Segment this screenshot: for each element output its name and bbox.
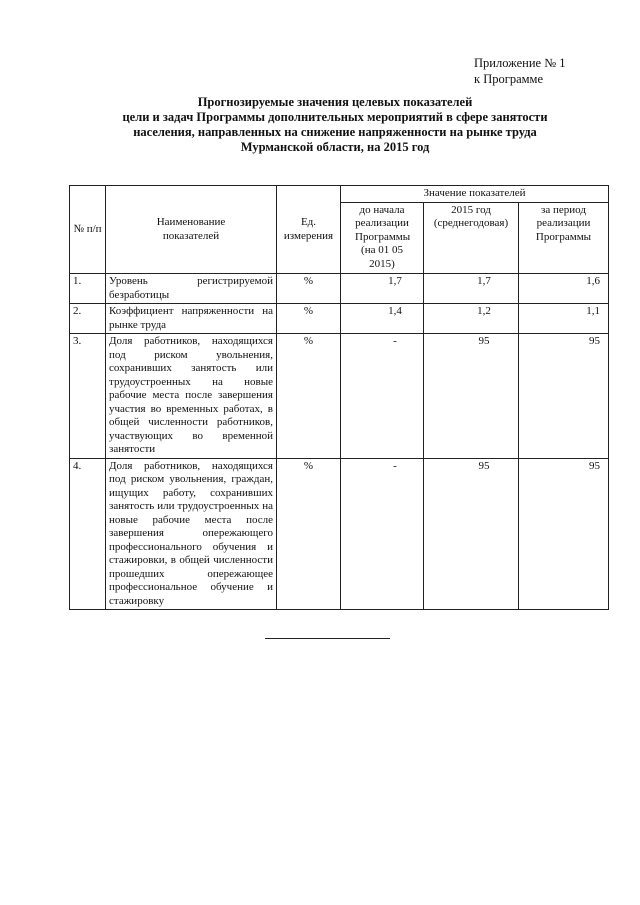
title-line-3: населения, направленных на снижение напряженности на рынке труда (133, 125, 537, 139)
row-year-value: 1,7 (477, 275, 491, 287)
appendix-program-ref: к Программе (474, 72, 544, 86)
row-start-value: 1,4 (388, 305, 402, 317)
table-row (70, 458, 609, 610)
row-unit: % (277, 274, 341, 304)
row-start (341, 274, 424, 304)
row-unit: % (277, 304, 341, 334)
header-num: № п/п (70, 186, 106, 274)
row-year (424, 274, 519, 304)
appendix-label (474, 55, 566, 87)
row-num: 1. (70, 274, 106, 304)
table-header-row (70, 186, 609, 203)
row-period: 1,1 (519, 304, 609, 334)
header-name: Наименование показателей (106, 186, 277, 274)
appendix-number: Приложение № 1 (474, 56, 566, 70)
row-start-value: - (393, 335, 397, 347)
row-start (341, 458, 424, 610)
header-start: до начала реализации Программы (на 01 05 2015) (341, 202, 424, 274)
row-start (341, 304, 424, 334)
row-year (424, 458, 519, 610)
row-unit: % (277, 334, 341, 459)
row-period: 1,6 (519, 274, 609, 304)
document-title (70, 95, 600, 155)
row-name: Доля работников, находящихся под риском увольнения, сохранивших занятость или трудоустроенных на новые рабочие места после завершения участия во временных работах, в общей численности работников, участвующих во временной занятости (106, 334, 277, 459)
row-start (341, 334, 424, 459)
table-row (70, 274, 609, 304)
header-unit: Ед. измерения (277, 186, 341, 274)
row-num: 3. (70, 334, 106, 459)
row-period: 95 (519, 334, 609, 459)
indicators-table (69, 185, 609, 610)
row-year-value: 95 (478, 459, 490, 472)
title-line-1: Прогнозируемые значения целевых показателей (197, 95, 473, 109)
row-year (424, 334, 519, 459)
row-year-value: 95 (478, 335, 490, 347)
row-name: Коэффициент напряженности на рынке труда (106, 304, 277, 334)
title-line-4: Мурманской области, на 2015 год (240, 140, 430, 154)
row-year-value: 1,2 (477, 305, 491, 317)
row-name: Уровень регистрируемой безработицы (106, 274, 277, 304)
row-num: 2. (70, 304, 106, 334)
row-unit: % (277, 458, 341, 610)
row-name: Доля работников, находящихся под риском увольнения, граждан, ищущих работу, сохранивших занятость или трудоустроенных на новые рабочие места после завершения опережающего профессионального обучения и стажировки, в общей численности прошедших опережающее профессиональное обучение и стажировку (106, 458, 277, 610)
row-start-value: 1,7 (388, 275, 402, 287)
row-num: 4. (70, 458, 106, 610)
row-period: 95 (519, 458, 609, 610)
header-values-group: Значение показателей (341, 186, 609, 203)
table-row (70, 304, 609, 334)
header-period: за период реализации Программы (519, 202, 609, 274)
title-line-2: цели и задач Программы дополнительных мероприятий в сфере занятости (122, 110, 548, 124)
header-year: 2015 год (среднегодовая) (424, 202, 519, 274)
table-row (70, 334, 609, 459)
row-start-value: - (393, 459, 397, 472)
row-year (424, 304, 519, 334)
footer-divider (265, 638, 390, 639)
